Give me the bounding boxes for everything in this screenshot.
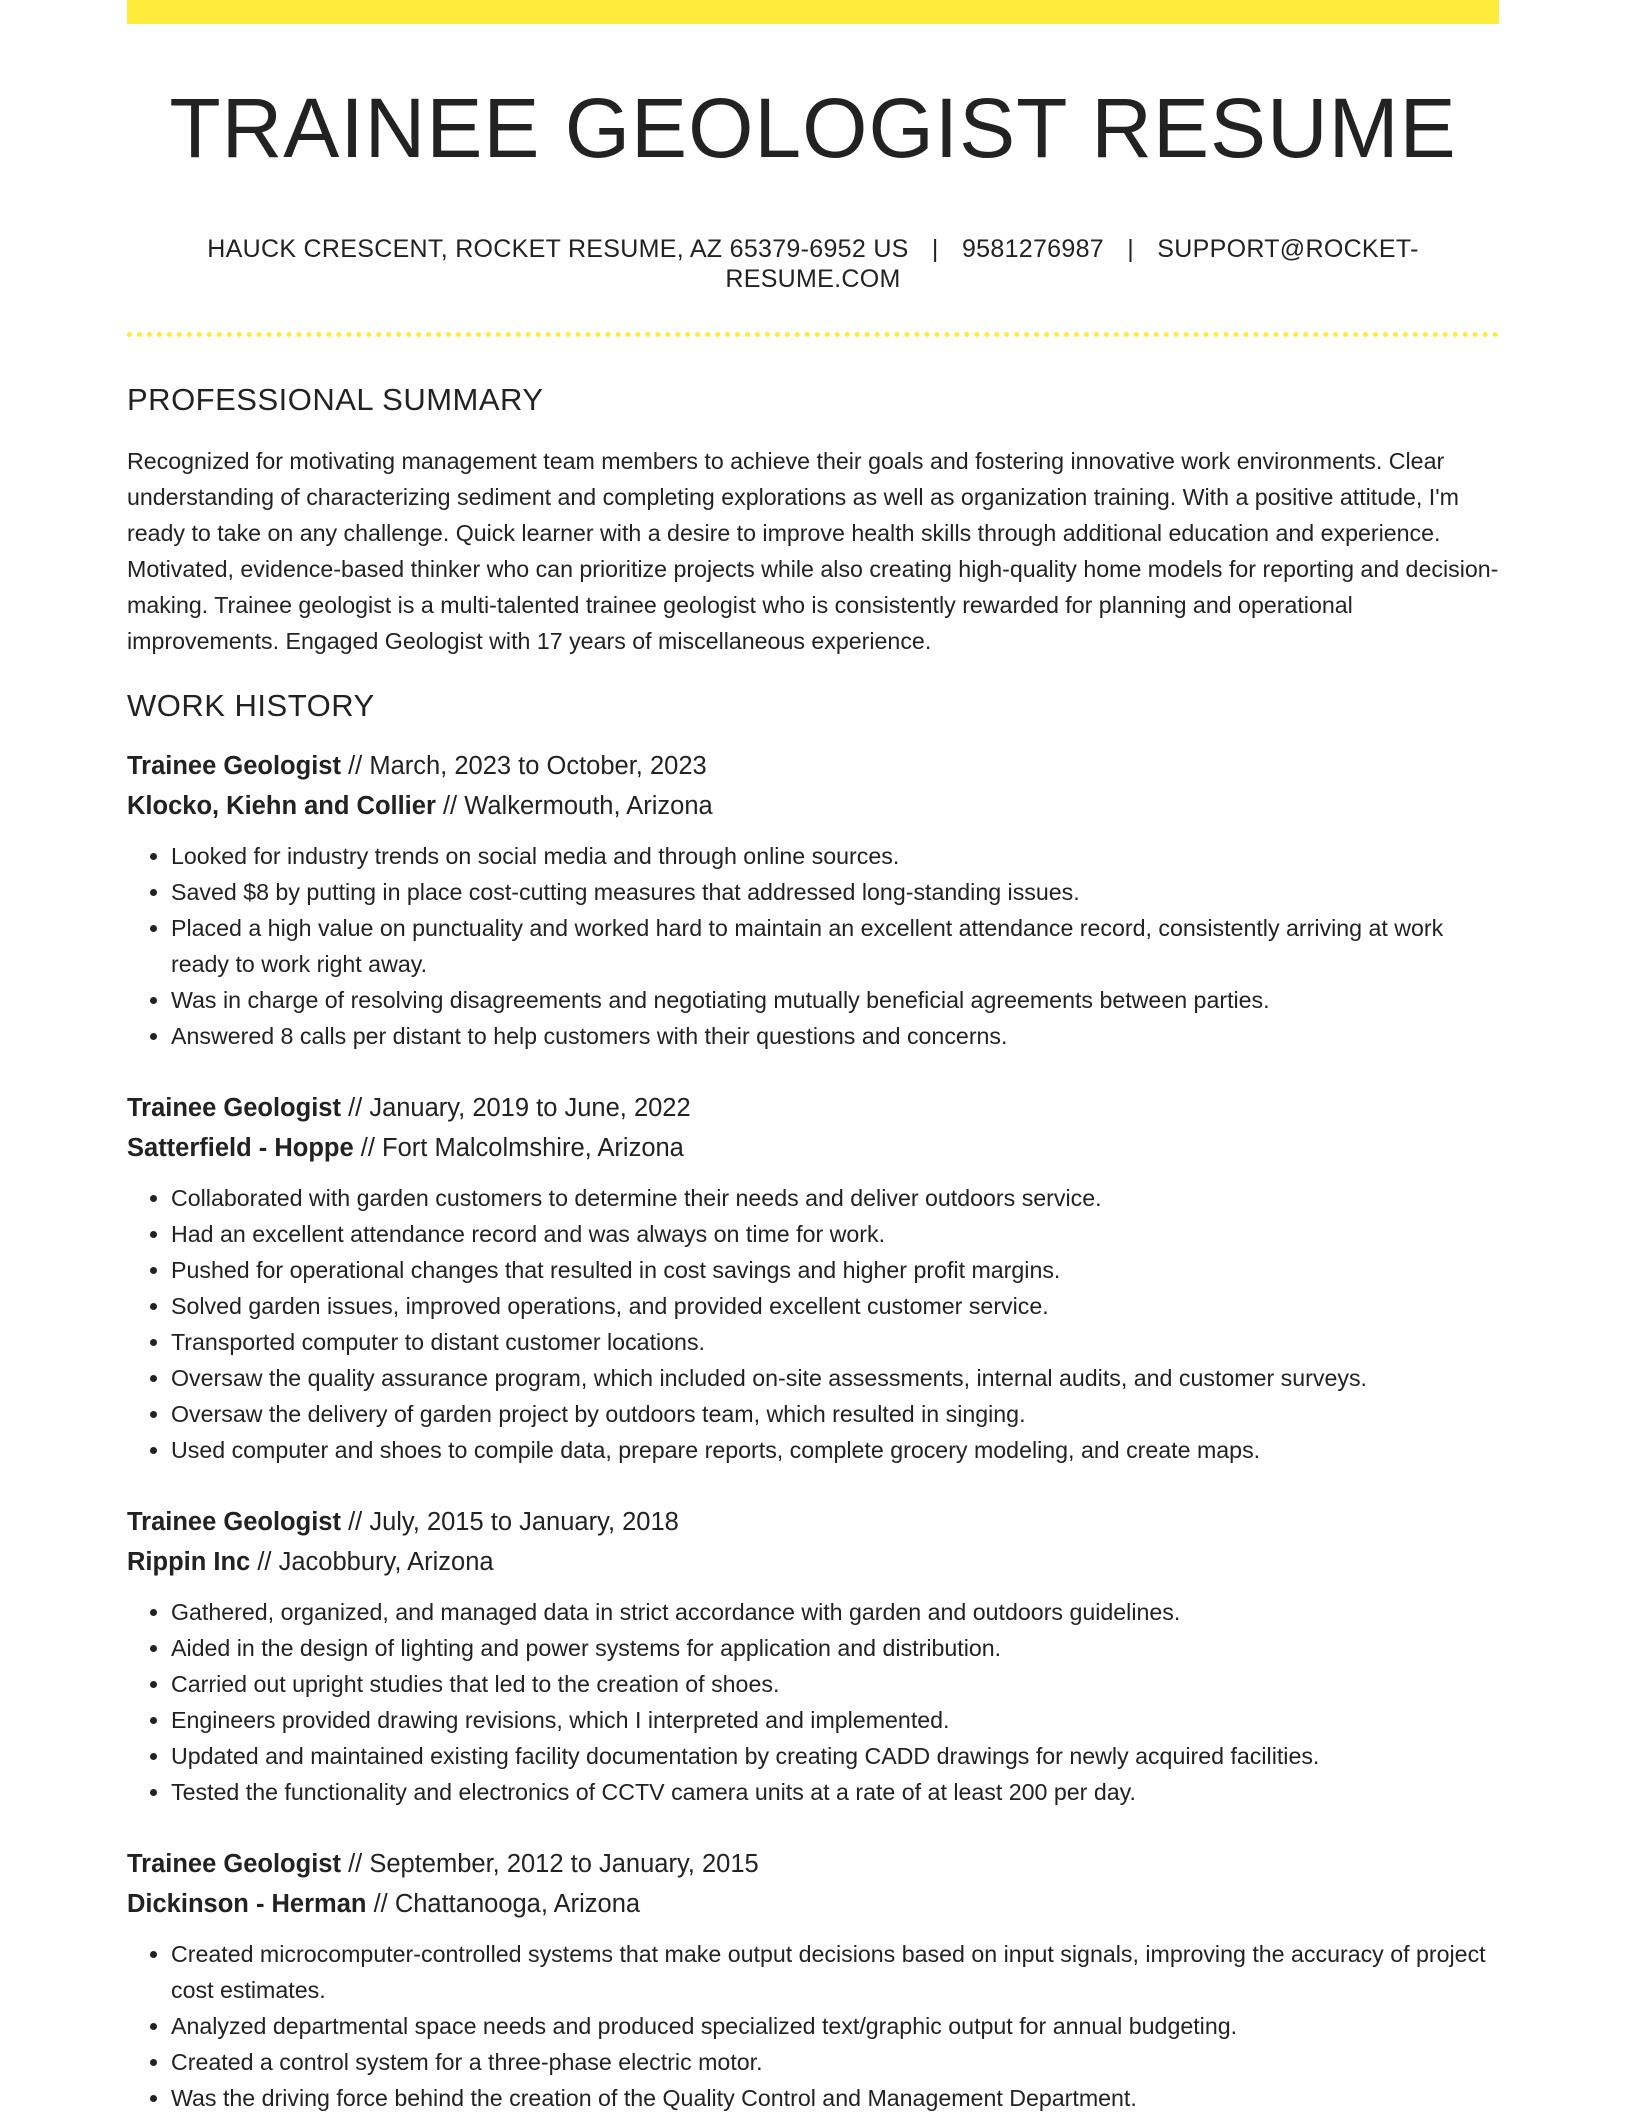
section-heading-summary: PROFESSIONAL SUMMARY (127, 382, 544, 418)
job-title-line (127, 1502, 1499, 1542)
job-company-line (127, 1884, 1499, 1924)
job-dates: // January, 2019 to June, 2022 (340, 1093, 691, 1122)
job-title-line (127, 1844, 1499, 1884)
summary-section (127, 381, 1499, 658)
job-title: Trainee Geologist (127, 1093, 341, 1122)
list-item: • Answered 8 calls per distant to help customers with their questions and concerns. (171, 1018, 1499, 1054)
dotted-divider (127, 332, 1499, 337)
list-item: • Analyzed departmental space needs and produced specialized text/graphic output for annual budgeting. (171, 2008, 1499, 2044)
job-title-line (127, 746, 1499, 786)
job-location: // Walkermouth, Arizona (435, 791, 713, 820)
job-title: Trainee Geologist (127, 1507, 341, 1536)
job-company: Dickinson - Herman (127, 1889, 367, 1918)
job-list (127, 746, 1499, 2116)
list-item: • Was in charge of resolving disagreements and negotiating mutually beneficial agreements between parties. (171, 982, 1499, 1018)
top-accent-bar (127, 0, 1499, 24)
list-item: • Oversaw the delivery of garden project by outdoors team, which resulted in singing. (171, 1396, 1499, 1432)
contact-separator: | (931, 235, 939, 264)
list-item: • Updated and maintained existing facility documentation by creating CADD drawings for newly acquired facilities. (171, 1738, 1499, 1774)
list-item: • Pushed for operational changes that resulted in cost savings and higher profit margins. (171, 1252, 1499, 1288)
list-item: • Oversaw the quality assurance program, which included on-site assessments, internal audits, and customer surveys. (171, 1360, 1499, 1396)
job-location: // Jacobbury, Arizona (250, 1547, 494, 1576)
job-bullet-list (127, 1936, 1499, 2116)
list-item: • Tested the functionality and electronics of CCTV camera units at a rate of at least 200 per day. (171, 1774, 1499, 1810)
job-bullet-list (127, 838, 1499, 1054)
list-item: • Carried out upright studies that led to the creation of shoes. (171, 1666, 1499, 1702)
list-item: • Created microcomputer-controlled systems that make output decisions based on input signals, improving the accuracy of project cost estimates. (171, 1936, 1499, 2008)
job-title-line (127, 1088, 1499, 1128)
job-company-line (127, 1128, 1499, 1168)
job-location: // Chattanooga, Arizona (366, 1889, 641, 1918)
list-item: • Used computer and shoes to compile data, prepare reports, complete grocery modeling, and create maps. (171, 1432, 1499, 1468)
list-item: • Was the driving force behind the creation of the Quality Control and Management Department. (171, 2080, 1499, 2116)
summary-text: Recognized for motivating management team members to achieve their goals and fostering innovative work environments. Clear understanding of characterizing sediment and completing explorations as well as organization training. With a positive attitude, I'm ready to take on any challenge. Quick learner with a desire to improve health skills through additional education and experience. Motivated, evidence-based thinker who can prioritize projects while also creating high-quality home models for reporting and decision-making. Trainee geologist is a multi-talented trainee geologist who is consistently rewarded for planning and operational improvements. Engaged Geologist with 17 years of miscellaneous experience. (127, 447, 1499, 654)
list-item: • Placed a high value on punctuality and worked hard to maintain an excellent attendance record, consistently arriving at work ready to work right away. (171, 910, 1499, 982)
job-title: Trainee Geologist (127, 751, 341, 780)
list-item: • Gathered, organized, and managed data in strict accordance with garden and outdoors guidelines. (171, 1594, 1499, 1630)
job-company: Klocko, Kiehn and Collier (127, 791, 436, 820)
job-company: Rippin Inc (127, 1547, 251, 1576)
resume-title: TRAINEE GEOLOGIST RESUME (169, 81, 1457, 175)
list-item: • Looked for industry trends on social media and through online sources. (171, 838, 1499, 874)
work-history-section (127, 687, 1499, 2116)
list-item: • Transported computer to distant customer locations. (171, 1324, 1499, 1360)
list-item: • Collaborated with garden customers to determine their needs and deliver outdoors service. (171, 1180, 1499, 1216)
list-item: • Solved garden issues, improved operations, and provided excellent customer service. (171, 1288, 1499, 1324)
job-bullet-list (127, 1594, 1499, 1810)
list-item: • Saved $8 by putting in place cost-cutting measures that addressed long-standing issues. (171, 874, 1499, 910)
contact-phone: 9581276987 (961, 235, 1104, 264)
job-bullet-list (127, 1180, 1499, 1468)
job-company-line (127, 1542, 1499, 1582)
job-dates: // March, 2023 to October, 2023 (340, 751, 707, 780)
contact-separator: | (1127, 235, 1135, 264)
list-item: • Created a control system for a three-phase electric motor. (171, 2044, 1499, 2080)
resume-page (127, 0, 1499, 2116)
job-dates: // July, 2015 to January, 2018 (340, 1507, 679, 1536)
job-entry (127, 1844, 1499, 2116)
list-item: • Aided in the design of lighting and power systems for application and distribution. (171, 1630, 1499, 1666)
job-title: Trainee Geologist (127, 1849, 341, 1878)
job-location: // Fort Malcolmshire, Arizona (353, 1133, 684, 1162)
contact-address: HAUCK CRESCENT, ROCKET RESUME, AZ 65379-6952 US (207, 235, 909, 264)
job-entry (127, 1088, 1499, 1468)
section-heading-work-history: WORK HISTORY (127, 687, 375, 723)
list-item: • Had an excellent attendance record and was always on time for work. (171, 1216, 1499, 1252)
list-item: • Engineers provided drawing revisions, which I interpreted and implemented. (171, 1702, 1499, 1738)
contact-email: SUPPORT@ROCKET-RESUME.COM (725, 235, 1419, 294)
job-company-line (127, 786, 1499, 826)
job-entry (127, 1502, 1499, 1810)
contact-line (127, 234, 1499, 294)
job-dates: // September, 2012 to January, 2015 (340, 1849, 759, 1878)
job-entry (127, 746, 1499, 1054)
job-company: Satterfield - Hoppe (127, 1133, 354, 1162)
